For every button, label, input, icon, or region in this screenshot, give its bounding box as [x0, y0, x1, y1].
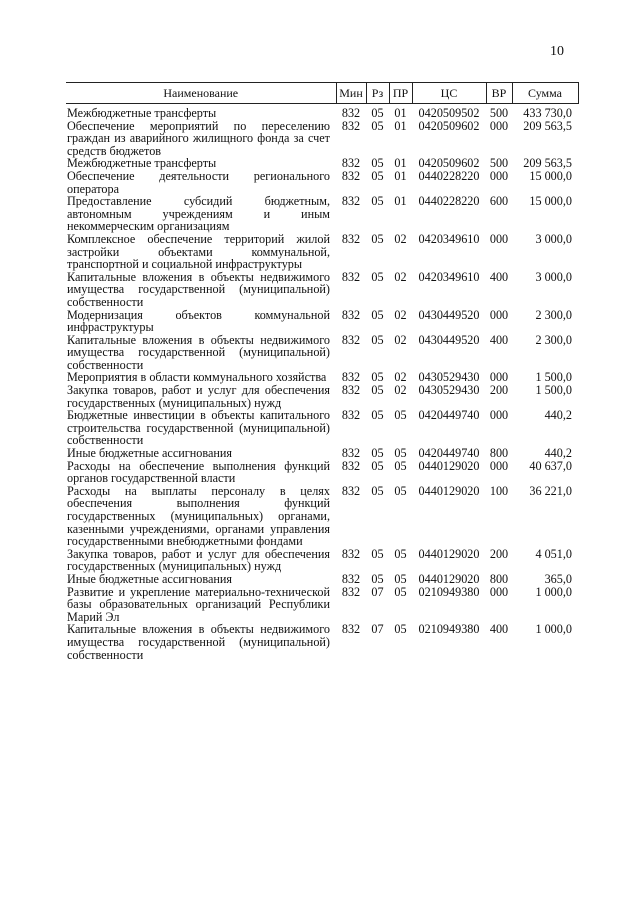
- row-cs: 0420509602: [418, 118, 480, 133]
- row-sum: 209 563,5: [523, 156, 572, 171]
- header-vr: ВР: [486, 83, 512, 104]
- row-vr: 200: [489, 546, 509, 561]
- row-cs: 0420349610: [418, 269, 480, 284]
- budget-table-container: [66, 82, 578, 661]
- row-pr: 01: [394, 168, 407, 183]
- row-min: 832: [341, 194, 361, 209]
- row-vr: 000: [489, 584, 509, 599]
- row-name: Расходы на обеспечение выполнения функций органов государственной власти: [67, 458, 330, 486]
- table-row: [66, 271, 578, 309]
- table-row: [66, 170, 578, 195]
- row-rz: 05: [371, 106, 384, 120]
- row-rz: 05: [371, 194, 384, 209]
- row-vr: 000: [489, 168, 509, 183]
- table-row: [66, 447, 578, 460]
- row-pr: 05: [394, 571, 407, 586]
- header-rz: Рз: [366, 83, 389, 104]
- row-vr: 500: [489, 106, 509, 120]
- row-cs: 0420509502: [418, 106, 480, 120]
- row-name: Предоставление субсидий бюджетным, автономным учреждениям и иным некоммерческим организациям: [67, 194, 330, 234]
- row-min: 832: [341, 458, 361, 473]
- table-row: [66, 623, 578, 661]
- row-rz: 05: [371, 408, 384, 423]
- row-cs: 0430529430: [418, 370, 480, 385]
- row-name: Капитальные вложения в объекты недвижимого имущества государственной (муниципальной) собственности: [67, 332, 330, 372]
- table-row: [66, 573, 578, 586]
- row-rz: 05: [371, 118, 384, 133]
- row-cs: 0440228220: [418, 194, 480, 209]
- row-vr: 400: [489, 269, 509, 284]
- row-min: 832: [341, 622, 361, 637]
- table-row: [66, 384, 578, 409]
- row-min: 832: [341, 269, 361, 284]
- row-vr: 800: [489, 571, 509, 586]
- row-rz: 05: [371, 483, 384, 498]
- table-header-row: [66, 83, 578, 104]
- row-name: Межбюджетные трансферты: [67, 156, 217, 171]
- row-name: Мероприятия в области коммунального хозяйства: [67, 370, 327, 385]
- row-min: 832: [341, 332, 361, 347]
- row-name: Модернизация объектов коммунальной инфраструктуры: [67, 307, 330, 335]
- row-rz: 05: [371, 571, 384, 586]
- row-cs: 0440228220: [418, 168, 480, 183]
- row-min: 832: [341, 168, 361, 183]
- row-min: 832: [341, 383, 361, 398]
- row-min: 832: [341, 370, 361, 385]
- row-pr: 01: [394, 194, 407, 209]
- row-sum: 4 051,0: [535, 546, 572, 561]
- table-row: [66, 409, 578, 447]
- row-name: Закупка товаров, работ и услуг для обеспечения государственных (муниципальных) нужд: [67, 383, 330, 410]
- row-cs: 0210949380: [418, 622, 480, 637]
- row-sum: 209 563,5: [523, 118, 572, 133]
- row-name: Развитие и укрепление материально-технической базы образовательных организаций Республики Марий Эл: [67, 584, 330, 624]
- row-sum: 2 300,0: [535, 307, 572, 322]
- row-cs: 0440129020: [418, 571, 480, 586]
- row-vr: 600: [489, 194, 509, 209]
- row-pr: 01: [394, 118, 407, 133]
- row-pr: 05: [394, 622, 407, 637]
- table-row: [66, 334, 578, 372]
- row-pr: 05: [394, 446, 407, 461]
- row-name: Бюджетные инвестиции в объекты капитального строительства государственной (муниципальной) собственности: [67, 408, 330, 448]
- row-cs: 0430449520: [418, 307, 480, 322]
- budget-table: [66, 82, 579, 661]
- row-min: 832: [341, 156, 361, 171]
- row-rz: 05: [371, 370, 384, 385]
- row-cs: 0420509602: [418, 156, 480, 171]
- row-cs: 0420449740: [418, 446, 480, 461]
- header-name: Наименование: [66, 83, 336, 104]
- row-min: 832: [341, 118, 361, 133]
- table-row: [66, 107, 578, 120]
- row-cs: 0430529430: [418, 383, 480, 398]
- row-rz: 05: [371, 307, 384, 322]
- row-rz: 05: [371, 546, 384, 561]
- row-rz: 05: [371, 458, 384, 473]
- row-min: 832: [341, 446, 361, 461]
- row-pr: 02: [394, 269, 407, 284]
- row-name: Обеспечение мероприятий по переселению граждан из аварийного жилищного фонда за счет средств бюджетов: [67, 118, 330, 158]
- row-rz: 05: [371, 231, 384, 246]
- row-sum: 15 000,0: [529, 194, 572, 209]
- row-name: Комплексное обеспечение территорий жилой застройки объектами коммунальной, транспортной и социальной инфраструктуры: [67, 231, 330, 272]
- row-cs: 0420349610: [418, 231, 480, 246]
- row-name: Капитальные вложения в объекты недвижимого имущества государственной (муниципальной) собственности: [67, 622, 330, 662]
- header-pr: ПР: [389, 83, 412, 104]
- row-sum: 1 500,0: [535, 383, 572, 398]
- row-sum: 1 500,0: [535, 370, 572, 385]
- table-row: [66, 485, 578, 548]
- row-name: Капитальные вложения в объекты недвижимого имущества государственной (муниципальной) собственности: [67, 269, 330, 309]
- row-vr: 500: [489, 156, 509, 171]
- row-name: Иные бюджетные ассигнования: [67, 446, 233, 461]
- row-vr: 000: [489, 458, 509, 473]
- row-sum: 3 000,0: [535, 231, 572, 246]
- table-row: [66, 195, 578, 233]
- page-number: 10: [550, 44, 564, 59]
- row-vr: 000: [489, 307, 509, 322]
- row-sum: 433 730,0: [523, 106, 572, 120]
- row-vr: 400: [489, 622, 509, 637]
- row-sum: 40 637,0: [529, 458, 572, 473]
- row-rz: 05: [371, 156, 384, 171]
- row-rz: 05: [371, 332, 384, 347]
- row-pr: 05: [394, 458, 407, 473]
- row-rz: 05: [371, 383, 384, 398]
- row-min: 832: [341, 307, 361, 322]
- row-min: 832: [341, 571, 361, 586]
- row-pr: 05: [394, 584, 407, 599]
- row-cs: 0440129020: [418, 483, 480, 498]
- row-pr: 01: [394, 156, 407, 171]
- row-vr: 400: [489, 332, 509, 347]
- row-name: Обеспечение деятельности регионального оператора: [67, 168, 330, 196]
- row-pr: 05: [394, 483, 407, 498]
- row-sum: 440,2: [544, 408, 572, 423]
- row-sum: 1 000,0: [535, 622, 572, 637]
- row-rz: 07: [371, 584, 384, 599]
- row-min: 832: [341, 546, 361, 561]
- row-min: 832: [341, 483, 361, 498]
- row-cs: 0430449520: [418, 332, 480, 347]
- row-name: Межбюджетные трансферты: [67, 106, 217, 120]
- table-row: [66, 548, 578, 573]
- row-pr: 01: [394, 106, 407, 120]
- row-vr: 000: [489, 370, 509, 385]
- row-sum: 440,2: [544, 446, 572, 461]
- header-min: Мин: [336, 83, 366, 104]
- row-vr: 100: [489, 483, 509, 498]
- row-vr: 000: [489, 231, 509, 246]
- table-body: [66, 104, 578, 662]
- row-sum: 2 300,0: [535, 332, 572, 347]
- row-vr: 000: [489, 408, 509, 423]
- row-name: Расходы на выплаты персоналу в целях обеспечения выполнения функций государственных (муниципальных) органами, казенными учреждениями, органами управления государственными внебюджетными фондами: [67, 483, 330, 549]
- row-sum: 1 000,0: [535, 584, 572, 599]
- row-pr: 02: [394, 231, 407, 246]
- header-sum: Сумма: [512, 83, 578, 104]
- row-sum: 365,0: [544, 571, 572, 586]
- row-cs: 0440129020: [418, 546, 480, 561]
- row-vr: 800: [489, 446, 509, 461]
- row-pr: 02: [394, 370, 407, 385]
- row-rz: 05: [371, 168, 384, 183]
- table-row: [66, 309, 578, 334]
- table-row: [66, 586, 578, 624]
- row-cs: 0210949380: [418, 584, 480, 599]
- table-row: [66, 120, 578, 158]
- row-rz: 07: [371, 622, 384, 637]
- row-pr: 02: [394, 307, 407, 322]
- row-pr: 05: [394, 546, 407, 561]
- header-cs: ЦС: [412, 83, 486, 104]
- row-pr: 02: [394, 332, 407, 347]
- row-min: 832: [341, 231, 361, 246]
- row-sum: 36 221,0: [529, 483, 572, 498]
- row-cs: 0440129020: [418, 458, 480, 473]
- row-vr: 200: [489, 383, 509, 398]
- row-min: 832: [341, 408, 361, 423]
- row-sum: 3 000,0: [535, 269, 572, 284]
- row-cs: 0420449740: [418, 408, 480, 423]
- row-sum: 15 000,0: [529, 168, 572, 183]
- row-name: Иные бюджетные ассигнования: [67, 571, 233, 586]
- row-rz: 05: [371, 269, 384, 284]
- row-rz: 05: [371, 446, 384, 461]
- row-name: Закупка товаров, работ и услуг для обеспечения государственных (муниципальных) нужд: [67, 546, 330, 574]
- table-row: [66, 460, 578, 485]
- table-row: [66, 233, 578, 271]
- row-vr: 000: [489, 118, 509, 133]
- row-pr: 02: [394, 383, 407, 398]
- row-min: 832: [341, 106, 361, 120]
- row-pr: 05: [394, 408, 407, 423]
- row-min: 832: [341, 584, 361, 599]
